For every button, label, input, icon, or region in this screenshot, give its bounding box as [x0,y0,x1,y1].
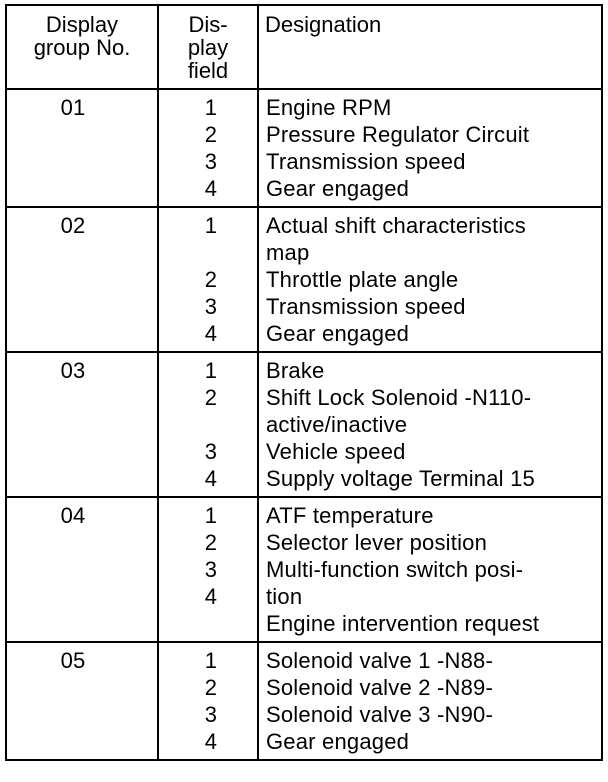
designation-text: Gear engaged [266,729,410,754]
table-row [6,207,602,352]
display-field-number: 3 [204,702,218,727]
display-group-cell [6,352,158,497]
display-field-number [159,610,257,637]
designation-text: Selector lever position [266,530,488,555]
display-field-number [159,411,257,438]
display-group-number: 02 [60,213,86,238]
display-group-number: 04 [60,503,86,528]
display-field-cell [158,352,258,497]
display-group-number: 03 [60,358,86,383]
display-group-cell [6,207,158,352]
designation-text: active/inactive [266,412,408,437]
designation-text: Solenoid valve 3 -N90- [266,702,493,727]
display-field-number: 2 [204,530,218,555]
display-group-cell [6,89,158,207]
designation-text: Transmission speed [266,149,466,174]
designation-text: Throttle plate angle [266,267,459,292]
display-field-number: 1 [204,648,218,673]
designation-text: Brake [266,358,325,383]
designation-text: Engine intervention request [266,611,540,636]
display-field-number: 3 [204,149,218,174]
display-field-number: 1 [204,503,218,528]
designation-text: Actual shift characteristics [266,213,526,238]
designation-text: map [266,240,310,265]
display-field-number: 1 [204,213,218,238]
display-field-number: 4 [204,321,218,346]
display-field-number: 2 [204,267,218,292]
table-row [6,497,602,642]
header-field-line-1: Dis- [188,12,228,37]
designation-text: Transmission speed [266,294,466,319]
designation-text: tion [266,584,303,609]
header-display-field [158,5,258,89]
display-field-cell [158,89,258,207]
table-body [6,89,602,760]
display-field-number: 4 [204,729,218,754]
display-field-number: 2 [204,385,218,410]
display-field-number: 3 [204,294,218,319]
display-field-number: 3 [204,439,218,464]
display-field-number: 1 [204,358,218,383]
display-field-cell [158,207,258,352]
table-row [6,642,602,760]
designation-text: Gear engaged [266,176,410,201]
designation-cell [258,207,602,352]
display-group-table [5,4,603,761]
designation-text: Vehicle speed [266,439,406,464]
header-designation [258,5,602,89]
display-group-cell [6,642,158,760]
table-row [6,352,602,497]
header-group-line-2: group No. [33,35,131,60]
display-group-cell [6,497,158,642]
designation-cell [258,642,602,760]
designation-text: Multi-function switch posi- [266,557,524,582]
designation-text: Engine RPM [266,95,392,120]
designation-text: Gear engaged [266,321,410,346]
designation-text: ATF temperature [266,503,434,528]
display-field-number: 2 [204,675,218,700]
display-field-number [159,239,257,266]
designation-cell [258,89,602,207]
designation-text: Pressure Regulator Circuit [266,122,530,147]
display-field-number: 4 [204,176,218,201]
designation-text: Shift Lock Solenoid -N110- [266,385,532,410]
table-header-row [6,5,602,89]
display-group-number: 01 [60,95,86,120]
designation-text: Solenoid valve 1 -N88- [266,648,493,673]
designation-text: Solenoid valve 2 -N89- [266,675,493,700]
header-designation-label: Designation [265,12,382,37]
display-field-cell [158,497,258,642]
designation-cell [258,497,602,642]
header-group-line-1: Display [45,12,119,37]
designation-text: Supply voltage Terminal 15 [266,466,535,491]
header-field-line-2: play [187,35,229,60]
display-field-number: 2 [204,122,218,147]
header-field-line-3: field [187,58,229,83]
display-field-number: 3 [204,557,218,582]
display-field-number: 4 [204,466,218,491]
display-group-number: 05 [60,648,86,673]
display-field-cell [158,642,258,760]
display-field-number: 1 [204,95,218,120]
header-display-group-no [6,5,158,89]
table-row [6,89,602,207]
designation-cell [258,352,602,497]
display-field-number: 4 [204,584,218,609]
